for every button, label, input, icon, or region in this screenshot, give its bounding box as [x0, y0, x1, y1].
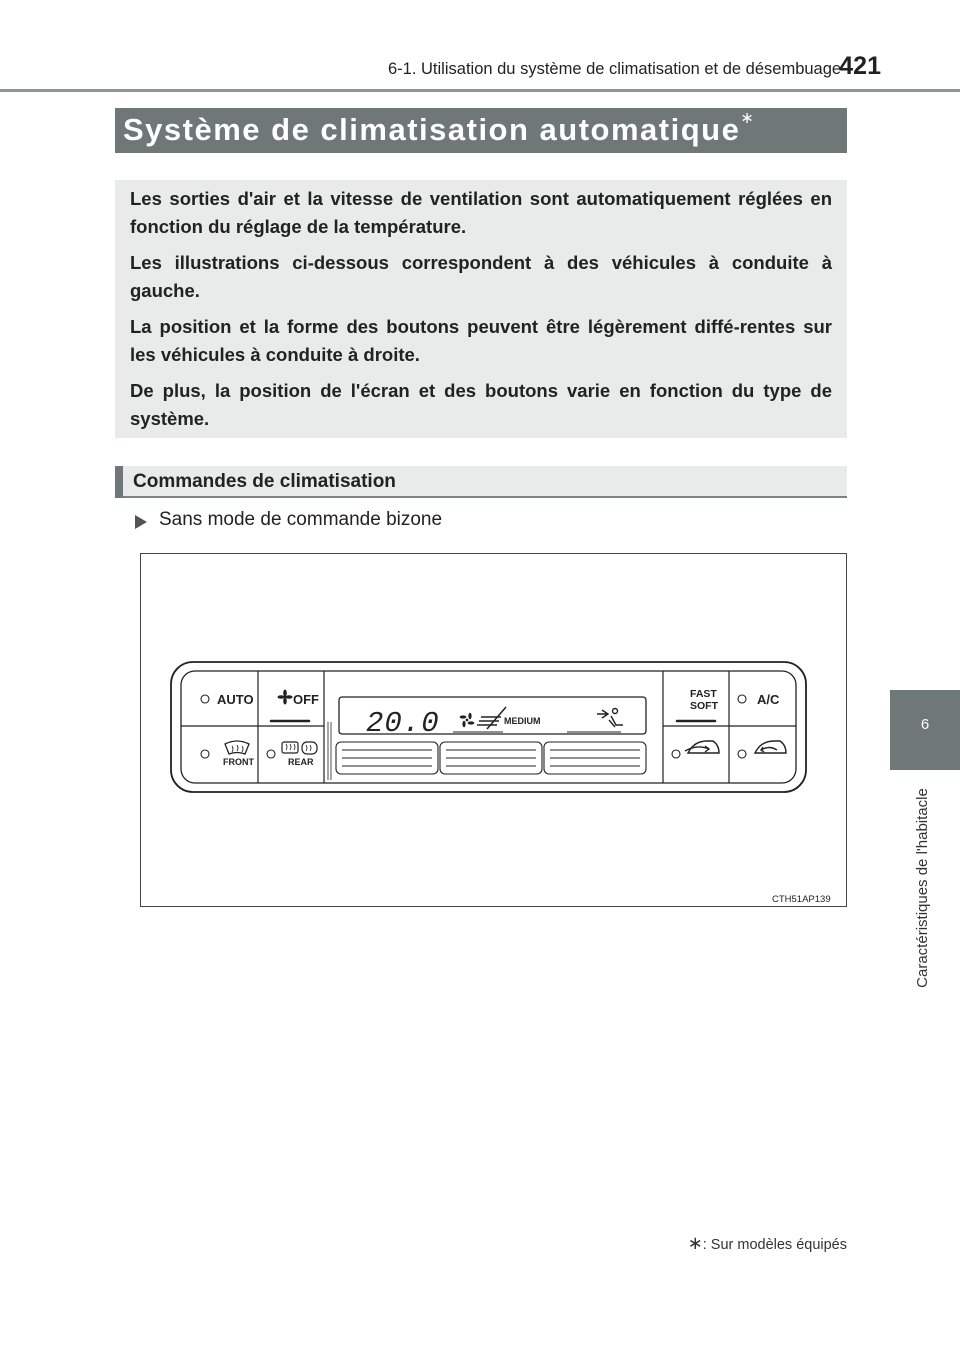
control-panel-illustration: [140, 553, 847, 907]
chapter-tab-number: 6: [920, 716, 930, 733]
bullet-item: Sans mode de commande bizone: [159, 509, 443, 530]
mirror-heater-icon: [302, 742, 317, 754]
fresh-air-icon: [685, 741, 719, 753]
soft-label[interactable]: SOFT: [690, 700, 718, 712]
triangle-right-icon: [135, 515, 147, 529]
control-panel-drawing: [141, 554, 846, 906]
section-heading-accent: [115, 466, 123, 498]
display-temperature: 20.0: [366, 707, 440, 740]
windshield-defrost-icon: [225, 741, 249, 754]
ac-indicator: [738, 695, 746, 703]
auto-button[interactable]: AUTO: [217, 692, 254, 707]
section-heading: Commandes de climatisation: [133, 471, 396, 492]
fan-icon: [278, 690, 293, 705]
image-code: CTH51AP139: [772, 894, 831, 905]
intro-paragraph: La position et la forme des boutons peuvent être légèrement diffé-rentes sur les véhicules à conduite à droite.: [130, 316, 832, 365]
running-header: 6-1. Utilisation du système de climatisation et de désembuage: [388, 60, 842, 78]
lcd-fan-icon: [460, 713, 475, 727]
fresh-air-indicator: [672, 750, 680, 758]
off-button[interactable]: OFF: [293, 692, 319, 707]
front-indicator: [201, 750, 209, 758]
recirculation-indicator: [738, 750, 746, 758]
auto-indicator: [201, 695, 209, 703]
front-defrost-label[interactable]: FRONT: [223, 757, 254, 767]
footnote-text: : Sur modèles équipés: [702, 1237, 847, 1253]
rear-defogger-icon: [282, 742, 298, 753]
vent-slots: [336, 742, 646, 774]
intro-paragraph: Les illustrations ci-dessous correspondent à des véhicules à conduite à gauche.: [130, 252, 832, 301]
airflow-mode-icon: [567, 709, 623, 733]
fan-level-bar-icon: [453, 707, 506, 732]
fast-label[interactable]: FAST: [690, 688, 717, 700]
rear-defrost-label[interactable]: REAR: [288, 757, 314, 767]
intro-paragraph: De plus, la position de l'écran et des boutons varie en fonction du type de système.: [130, 380, 832, 429]
page-number: 421: [839, 52, 881, 80]
footnote: [640, 1233, 847, 1253]
page-title-text: Système de climatisation automatique: [123, 112, 741, 147]
asterisk-icon: ∗: [687, 1233, 703, 1253]
page-title: [123, 112, 823, 150]
display-fan-level: MEDIUM: [504, 716, 541, 726]
header-divider: [0, 89, 960, 92]
intro-paragraph: Les sorties d'air et la vitesse de ventilation sont automatiquement réglées en fonction du réglage de la température.: [130, 188, 832, 237]
ac-button[interactable]: A/C: [757, 692, 780, 707]
rear-indicator: [267, 750, 275, 758]
asterisk-icon: ∗: [740, 110, 756, 127]
chapter-tab-label: Caractéristiques de l'habitacle: [914, 788, 931, 988]
recirculation-icon: [755, 741, 786, 753]
